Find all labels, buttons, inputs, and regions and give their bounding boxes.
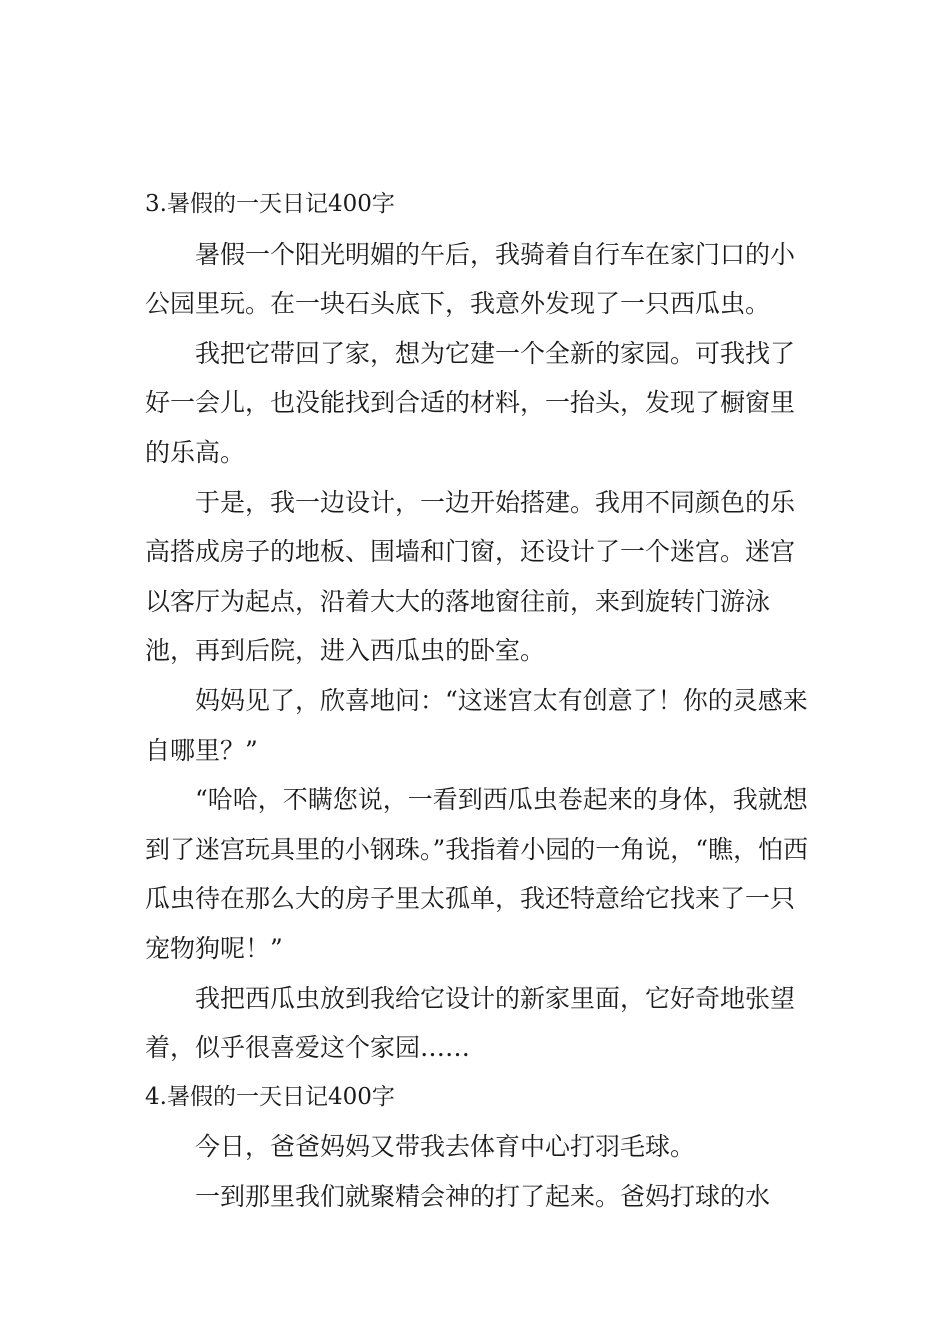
section-heading: 3.暑假的一天日记400字 [145,191,395,217]
paragraph: “哈哈，不瞒您说，一看到西瓜虫卷起来的身体，我就想到了迷宫玩具里的小钢珠。”我指着小园的一角说，“瞧，怕西瓜虫待在那么大的房子里太孤单，我还特意给它找来了一只宠物狗呢！” [145,785,809,963]
paragraph: 妈妈见了，欣喜地问：“这迷宫太有创意了！你的灵感来自哪里？” [145,685,808,765]
paragraph: 我把它带回了家，想为它建一个全新的家园。可我找了好一会儿，也没能找到合适的材料，一抬头，发现了橱窗里的乐高。 [145,338,796,467]
paragraph: 暑假一个阳光明媚的午后，我骑着自行车在家门口的小公园里玩。在一块石头底下，我意外发现了一只西瓜虫。 [145,239,796,319]
paragraph: 一到那里我们就聚精会神的打了起来。爸妈打球的水 [195,1181,771,1211]
section-heading: 4.暑假的一天日记400字 [145,1083,395,1110]
paragraph: 于是，我一边设计，一边开始搭建。我用不同颜色的乐高搭成房子的地板、围墙和门窗，还设计了一个迷宫。迷宫以客厅为起点，沿着大大的落地窗往前，来到旋转门游泳池，再到后院，进入西瓜虫的卧室。 [145,487,796,666]
paragraph: 今日，爸爸妈妈又带我去体育中心打羽毛球。 [195,1132,696,1162]
document-body [145,180,815,1221]
paragraph: 我把西瓜虫放到我给它设计的新家里面，它好奇地张望着，似乎很喜爱这个家园…… [145,983,796,1063]
